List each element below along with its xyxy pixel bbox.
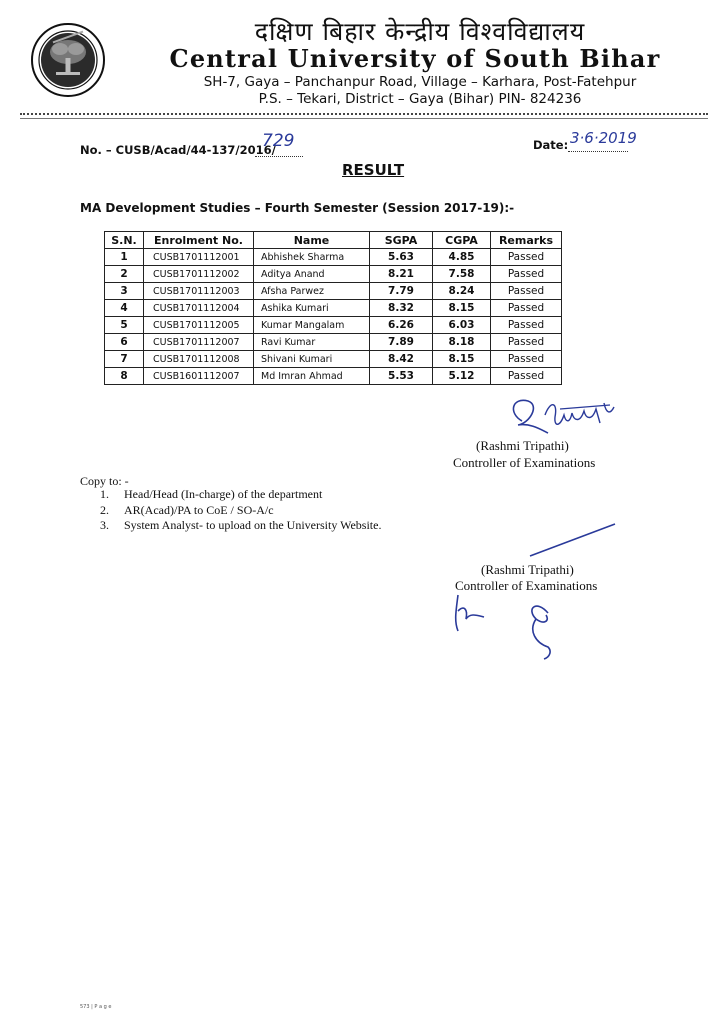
column-header-cgpa: CGPA (433, 232, 491, 249)
cell-cgpa: 5.12 (433, 368, 491, 385)
cell-sgpa: 7.89 (370, 334, 433, 351)
cell-sgpa: 6.26 (370, 317, 433, 334)
cell-cgpa: 8.15 (433, 351, 491, 368)
table-row (105, 351, 562, 368)
cell-cgpa: 4.85 (433, 249, 491, 266)
cell-sgpa: 7.79 (370, 283, 433, 300)
university-name-english: Central University of South Bihar (169, 44, 661, 73)
cell-enrolment: CUSB1701112002 (144, 266, 254, 283)
list-item-text: AR(Acad)/PA to CoE / SO-A/c (124, 502, 274, 517)
cell-remarks: Passed (491, 334, 562, 351)
page-title: RESULT (342, 161, 405, 179)
cell-remarks: Passed (491, 368, 562, 385)
cell-name: Abhishek Sharma (254, 249, 370, 266)
signatory-1-title: Controller of Examinations (453, 455, 596, 470)
result-table (104, 231, 562, 385)
column-header-enrolment: Enrolment No. (144, 232, 254, 249)
cell-sn: 4 (105, 300, 144, 317)
cell-remarks: Passed (491, 351, 562, 368)
list-item-text: System Analyst- to upload on the University Website. (124, 518, 382, 532)
list-item-number: 2. (100, 502, 109, 517)
cell-cgpa: 8.15 (433, 300, 491, 317)
cell-remarks: Passed (491, 266, 562, 283)
program-description: MA Development Studies – Fourth Semester (Session 2017-19):- (80, 201, 515, 215)
table-row (105, 266, 562, 283)
column-header-name: Name (254, 232, 370, 249)
date-label: Date: (533, 138, 569, 152)
page-footer: 573 | P a g e (80, 1004, 112, 1010)
list-item-number: 3. (100, 518, 109, 532)
university-logo (30, 22, 106, 98)
cell-sn: 7 (105, 351, 144, 368)
cell-sgpa: 8.21 (370, 266, 433, 283)
handwritten-reference-number: 729 (262, 131, 295, 151)
cell-name: Shivani Kumari (254, 351, 370, 368)
handwritten-date: 3·6·2019 (570, 129, 637, 147)
table-row (105, 249, 562, 266)
address-line-2: P.S. – Tekari, District – Gaya (Bihar) PIN- 824236 (258, 91, 582, 107)
signatory-2-title: Controller of Examinations (455, 578, 598, 593)
cell-name: Ashika Kumari (254, 300, 370, 317)
cell-sgpa: 8.42 (370, 351, 433, 368)
list-item (100, 487, 381, 503)
table-row (105, 317, 562, 334)
cell-name: Afsha Parwez (254, 283, 370, 300)
cell-enrolment: CUSB1701112004 (144, 300, 254, 317)
cell-name: Kumar Mangalam (254, 317, 370, 334)
reference-number-label: No. – CUSB/Acad/44-137/2016/ (80, 143, 276, 157)
address-line-1: SH-7, Gaya – Panchanpur Road, Village – Karhara, Post-Fatehpur (203, 74, 637, 90)
cell-sn: 2 (105, 266, 144, 283)
signature-1 (500, 393, 630, 443)
cell-sn: 6 (105, 334, 144, 351)
column-header-remarks: Remarks (491, 232, 562, 249)
cell-sgpa: 8.32 (370, 300, 433, 317)
table-row (105, 368, 562, 385)
header-divider-secondary (20, 118, 708, 119)
table-row (105, 300, 562, 317)
cell-cgpa: 6.03 (433, 317, 491, 334)
cell-sgpa: 5.53 (370, 368, 433, 385)
cell-sn: 8 (105, 368, 144, 385)
signatory-1-name: (Rashmi Tripathi) (476, 438, 569, 453)
cell-enrolment: CUSB1701112003 (144, 283, 254, 300)
header-divider (20, 113, 708, 115)
cell-remarks: Passed (491, 249, 562, 266)
cell-name: Aditya Anand (254, 266, 370, 283)
cell-enrolment: CUSB1601112007 (144, 368, 254, 385)
list-item (100, 518, 381, 534)
cell-sn: 3 (105, 283, 144, 300)
signature-2 (525, 520, 620, 560)
cell-remarks: Passed (491, 283, 562, 300)
cell-sgpa: 5.63 (370, 249, 433, 266)
list-item (100, 503, 381, 519)
cell-name: Md Imran Ahmad (254, 368, 370, 385)
signatory-2-name: (Rashmi Tripathi) (481, 562, 574, 577)
table-row (105, 334, 562, 351)
list-item-text: Head/Head (In-charge) of the department (124, 487, 323, 501)
cell-remarks: Passed (491, 317, 562, 334)
university-name-hindi: दक्षिण बिहार केन्द्रीय विश्वविद्यालय (254, 17, 586, 46)
column-header-sn: S.N. (105, 232, 144, 249)
cell-enrolment: CUSB1701112007 (144, 334, 254, 351)
column-header-sgpa: SGPA (370, 232, 433, 249)
copy-to-list (100, 487, 381, 534)
cell-enrolment: CUSB1701112008 (144, 351, 254, 368)
cell-name: Ravi Kumar (254, 334, 370, 351)
cell-cgpa: 7.58 (433, 266, 491, 283)
table-row (105, 283, 562, 300)
cell-enrolment: CUSB1701112001 (144, 249, 254, 266)
cell-cgpa: 8.24 (433, 283, 491, 300)
cell-sn: 1 (105, 249, 144, 266)
handwritten-initials (440, 585, 570, 665)
cell-remarks: Passed (491, 300, 562, 317)
cell-cgpa: 8.18 (433, 334, 491, 351)
table-header-row (105, 232, 562, 249)
cell-sn: 5 (105, 317, 144, 334)
copy-to-label: Copy to: - (80, 474, 129, 488)
list-item-number: 1. (100, 487, 109, 501)
cell-enrolment: CUSB1701112005 (144, 317, 254, 334)
